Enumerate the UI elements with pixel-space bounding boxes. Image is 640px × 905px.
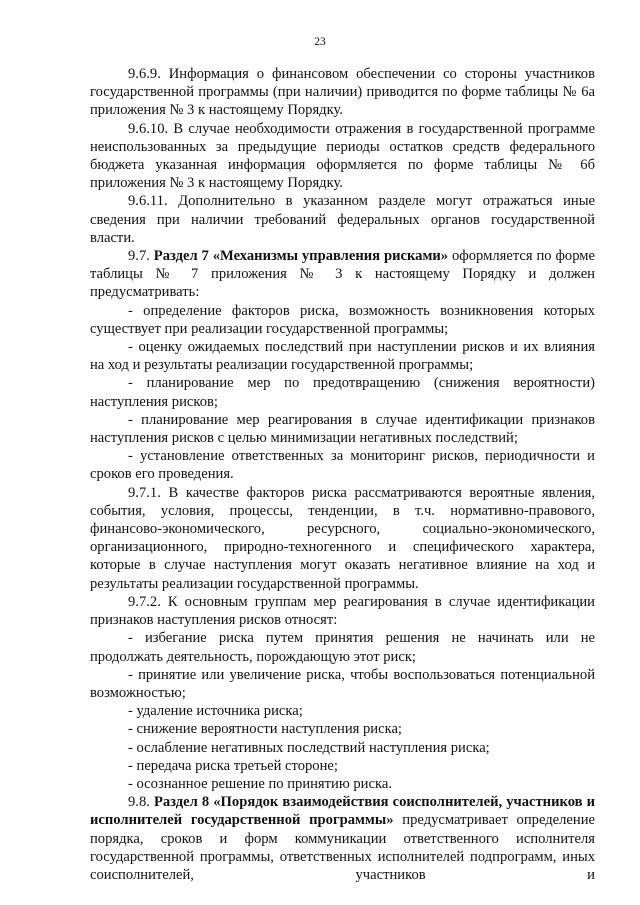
paragraph-9-6-9: 9.6.9. Информация о финансовом обеспечении со стороны участников государственной программы (при наличии) приводится по форме таблицы № 6а приложения № 3 к настоящему Порядку.	[90, 66, 595, 119]
list-item: - планирование мер реагирования в случае идентификации признаков наступления рисков с целью минимизации негативных последствий;	[90, 411, 595, 447]
paragraph-9-7-1: 9.7.1. В качестве факторов риска рассматриваются вероятные явления, события, условия, процессы, тенденции, в т.ч. нормативно-правового, финансово-экономического, ресурсного, социально-экономического, организационного, природно-техногенного и специфического характера, которые в случае наступления могут оказать негативное влияние на ход и результаты реализации государственной программы.	[90, 484, 595, 592]
list-item: - планирование мер по предотвращению (снижения вероятности) наступления рисков;	[90, 375, 595, 410]
paragraph-9-7	[90, 247, 595, 302]
list-item: - принятие или увеличение риска, чтобы воспользоваться потенциальной возможностью;	[90, 666, 595, 701]
list-item: - оценку ожидаемых последствий при наступлении рисков и их влияния на ход и результаты реализации государственной программы;	[90, 339, 595, 374]
section-7-heading: Раздел 7 «Механизмы управления рисками»	[153, 248, 449, 265]
list-item: - передача риска третьей стороне;	[128, 757, 338, 774]
paragraph-9-8	[90, 793, 595, 884]
page-number: 23	[314, 36, 326, 48]
paragraph-9-7-2: 9.7.2. К основным группам мер реагирования в случае идентификации признаков наступления рисков относят:	[90, 593, 595, 629]
paragraph-9-8-text: предусматривает определение порядка, сроков и форм коммуникации ответственного исполнителя государственной программы, ответственных исполнителей подпрограмм, иных соисполнителей, участников и	[90, 812, 596, 883]
list-item: - осознанное решение по принятию риска.	[128, 775, 392, 792]
section-8-heading: Раздел 8 «Порядок взаимодействия соисполнителей, участников и исполнителей государственной программы»	[90, 794, 595, 829]
list-item: - избегание риска путем принятия решения не начинать или не продолжать деятельность, порождающую этот риск;	[90, 630, 595, 665]
paragraph-9-8-number: 9.8.	[128, 794, 154, 811]
list-item: - определение факторов риска, возможность возникновения которых существует при реализации государственной программы;	[90, 302, 595, 337]
list-item: - снижение вероятности наступления риска;	[128, 721, 402, 738]
list-item: - установление ответственных за мониторинг рисков, периодичности и сроков его проведения.	[90, 448, 595, 483]
document-body	[90, 65, 595, 884]
paragraph-9-7-number: 9.7.	[128, 248, 154, 265]
paragraph-9-6-10: 9.6.10. В случае необходимости отражения в государственной программе неиспользованных за предыдущие периоды остатков средств федерального бюджета указанная информация оформляется по форме таблицы № 6б приложения № 3 к настоящему Порядку.	[90, 120, 595, 192]
paragraph-9-7-text: оформляется по форме таблицы № 7 приложения № 3 к настоящему Порядку и должен предусматривать:	[90, 248, 595, 301]
list-item: - удаление источника риска;	[128, 703, 303, 720]
list-item: - ослабление негативных последствий наступления риска;	[128, 739, 490, 756]
paragraph-9-6-11: 9.6.11. Дополнительно в указанном разделе могут отражаться иные сведения при наличии требований федеральных органов государственной власти.	[90, 193, 595, 246]
